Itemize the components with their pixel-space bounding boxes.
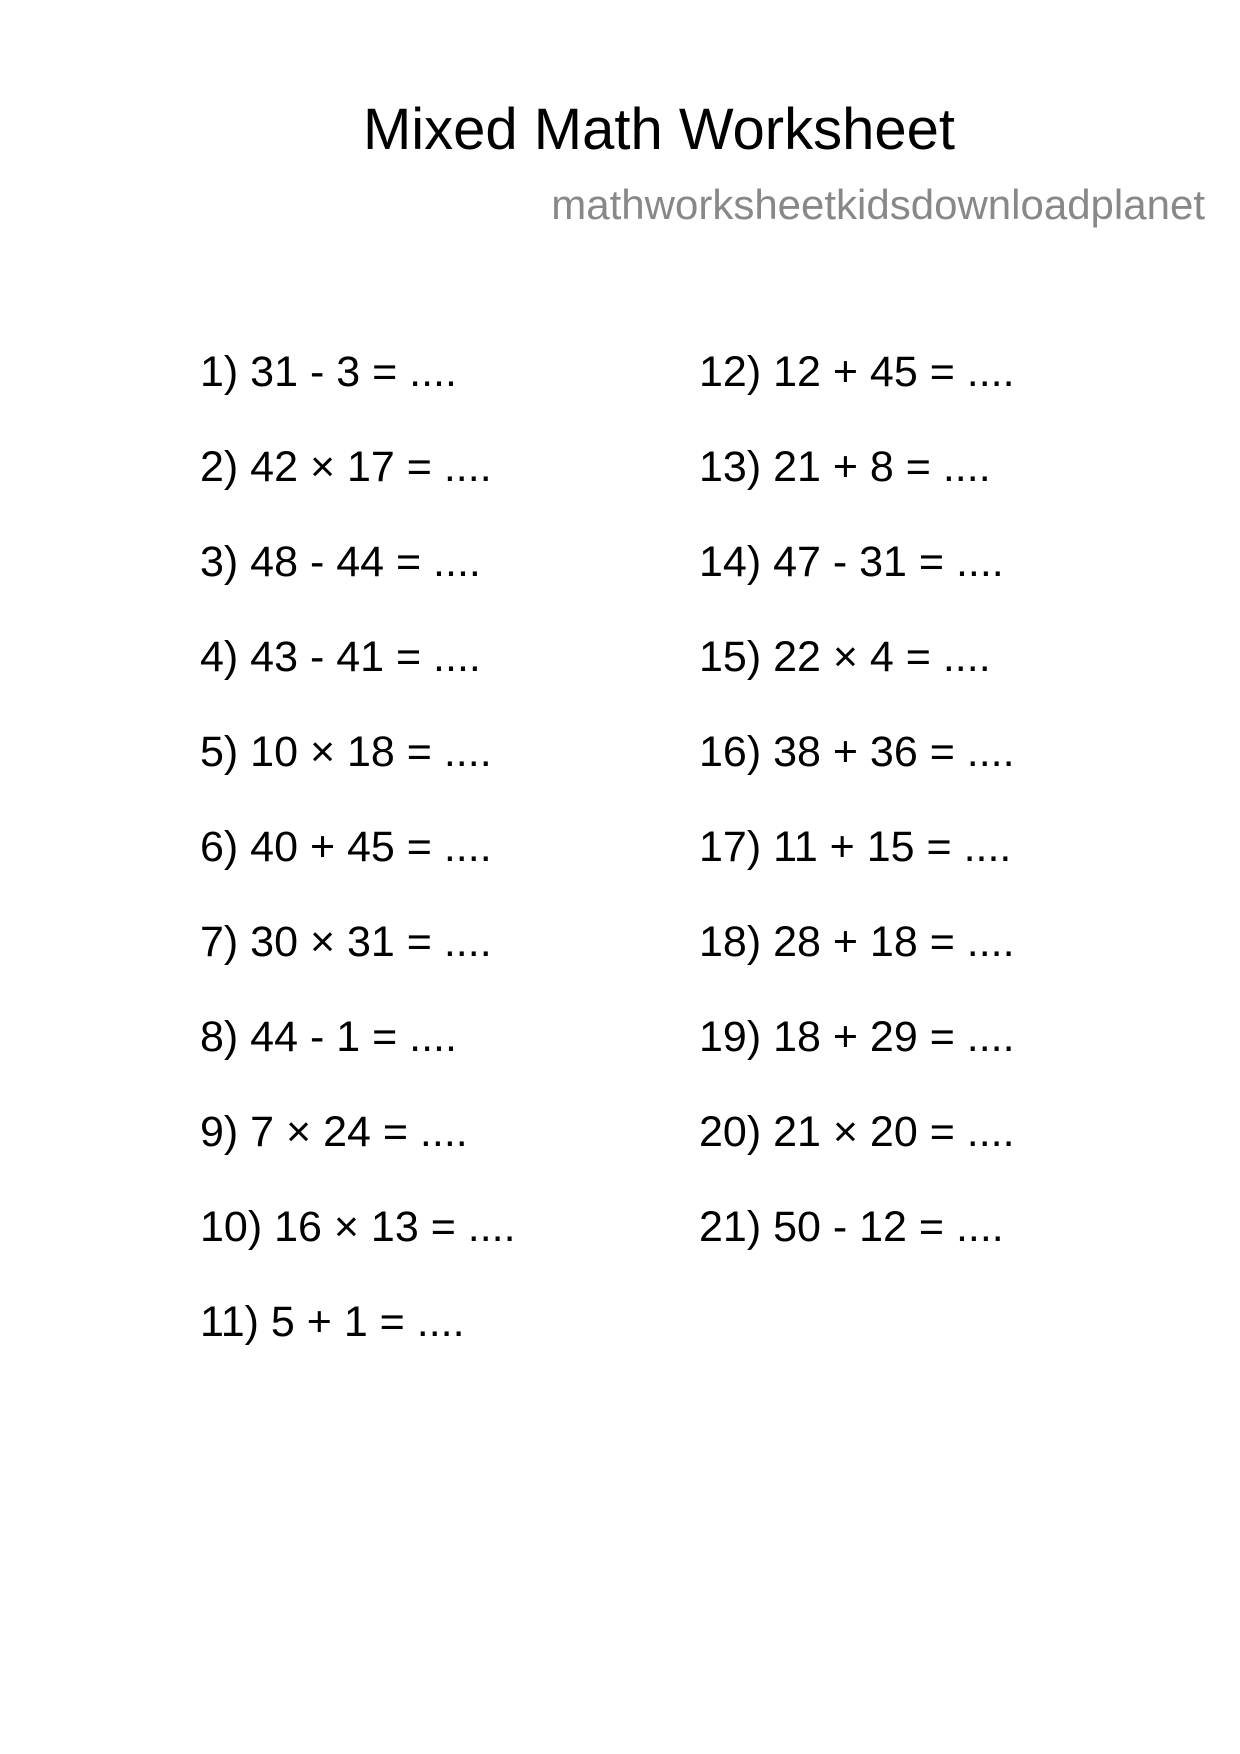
problem-6: 6) 40 + 45 = .... (200, 823, 492, 871)
problem-16: 16) 38 + 36 = .... (699, 728, 1015, 776)
problem-20: 20) 21 × 20 = .... (699, 1108, 1015, 1156)
problem-19: 19) 18 + 29 = .... (699, 1013, 1015, 1061)
problem-8: 8) 44 - 1 = .... (200, 1013, 457, 1061)
problem-17: 17) 11 + 15 = .... (699, 823, 1012, 871)
problem-3: 3) 48 - 44 = .... (200, 538, 481, 586)
problem-10: 10) 16 × 13 = .... (200, 1203, 516, 1251)
problem-7: 7) 30 × 31 = .... (200, 918, 492, 966)
problem-5: 5) 10 × 18 = .... (200, 728, 492, 776)
problem-18: 18) 28 + 18 = .... (699, 918, 1015, 966)
problem-14: 14) 47 - 31 = .... (699, 538, 1004, 586)
problem-1: 1) 31 - 3 = .... (200, 348, 457, 396)
problem-12: 12) 12 + 45 = .... (699, 348, 1015, 396)
problem-2: 2) 42 × 17 = .... (200, 443, 492, 491)
problem-11: 11) 5 + 1 = .... (200, 1298, 465, 1346)
problem-13: 13) 21 + 8 = .... (699, 443, 991, 491)
problem-4: 4) 43 - 41 = .... (200, 633, 481, 681)
problems-column-right (699, 345, 1015, 1295)
problem-9: 9) 7 × 24 = .... (200, 1108, 468, 1156)
worksheet-title: Mixed Math Worksheet (362, 97, 956, 162)
worksheet-subtitle: mathworksheetkidsdownloadplanet (551, 181, 1205, 228)
problem-21: 21) 50 - 12 = .... (699, 1203, 1004, 1251)
problems-column-left (200, 345, 516, 1390)
problem-15: 15) 22 × 4 = .... (699, 633, 991, 681)
